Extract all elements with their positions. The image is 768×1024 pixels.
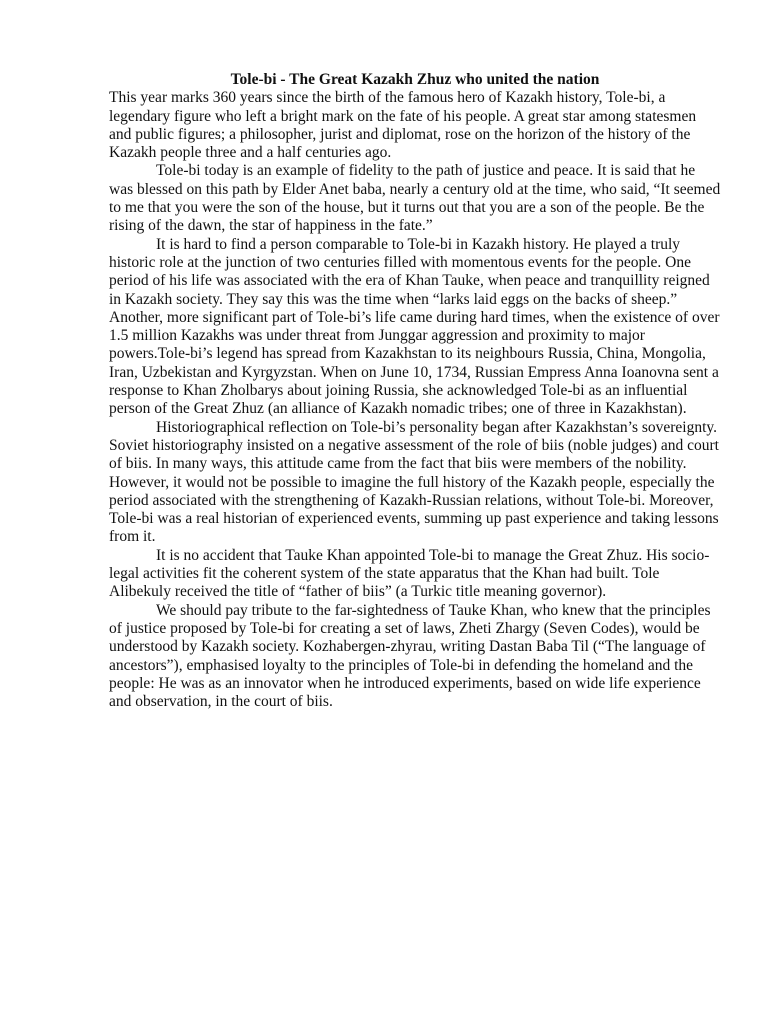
paragraph-historic-role: It is hard to find a person comparable to Tole-bi in Kazakh history. He played a truly historic role at the junction of two centuries filled with momentous events for the people. One period of his life was associated with the era of Khan Tauke, when peace and tranquillity reigned in Kazakh society. They say this was the time when “larks laid eggs on the backs of sheep.” Another, more significant part of Tole-bi’s life came during hard times, when the existence of over 1.5 million Kazakhs was under threat from Junggar aggression and proximity to major powers.Tole-bi’s legend has spread from Kazakhstan to its neighbours Russia, China, Mongolia, Iran, Uzbekistan and Kyrgyzstan. When on June 10, 1734, Russian Empress Anna Ioanovna sent a response to Khan Zholbarys about joining Russia, she acknowledged Tole-bi as an influential person of the Great Zhuz (an alliance of Kazakh nomadic tribes; one of three in Kazakhstan). <box>109 235 720 418</box>
paragraph-tauke-khan: We should pay tribute to the far-sightedness of Tauke Khan, who knew that the principles of justice proposed by Tole-bi for creating a set of laws, Zheti Zhargy (Seven Codes), would be understood by Kazakh society. Kozhabergen-zhyrau, writing Dastan Baba Til (“The language of ancestors”), emphasised loyalty to the principles of Tole-bi in defending the homeland and the people: He was as an innovator when he introduced experiments, based on wide life experience and observation, in the court of biis. <box>109 601 711 711</box>
paragraph-justice-path: Tole-bi today is an example of fidelity to the path of justice and peace. It is said that he was blessed on this path by Elder Anet baba, nearly a century old at the time, who said, “It seemed to me that you were the son of the house, but it turns out that you are a son of the people. Be the rising of the dawn, the star of happiness in the fate.” <box>109 162 721 235</box>
document-page <box>109 71 721 711</box>
paragraph-great-zhuz: It is no accident that Tauke Khan appointed Tole-bi to manage the Great Zhuz. His socio-legal activities fit the coherent system of the state apparatus that the Khan had built. Tole Alibekuly received the title of “father of biis” (a Turkic title meaning governor). <box>109 546 710 601</box>
document-title: Tole-bi - The Great Kazakh Zhuz who united the nation <box>230 71 600 88</box>
paragraph-historiography: Historiographical reflection on Tole-bi’s personality began after Kazakhstan’s sovereignty. Soviet historiography insisted on a negative assessment of the role of biis (noble judges) and court of biis. In many ways, this attitude came from the fact that biis were members of the nobility. However, it would not be possible to imagine the full history of the Kazakh people, especially the period associated with the strengthening of Kazakh-Russian relations, without Tole-bi. Moreover, Tole-bi was a real historian of experienced events, summing up past experience and taking lessons from it. <box>109 418 719 546</box>
paragraph-intro: This year marks 360 years since the birth of the famous hero of Kazakh history, Tole-bi, a legendary figure who left a bright mark on the fate of his people. A great star among statesmen and public figures; a philosopher, jurist and diplomat, rose on the horizon of the history of the Kazakh people three and a half centuries ago. <box>109 89 697 162</box>
